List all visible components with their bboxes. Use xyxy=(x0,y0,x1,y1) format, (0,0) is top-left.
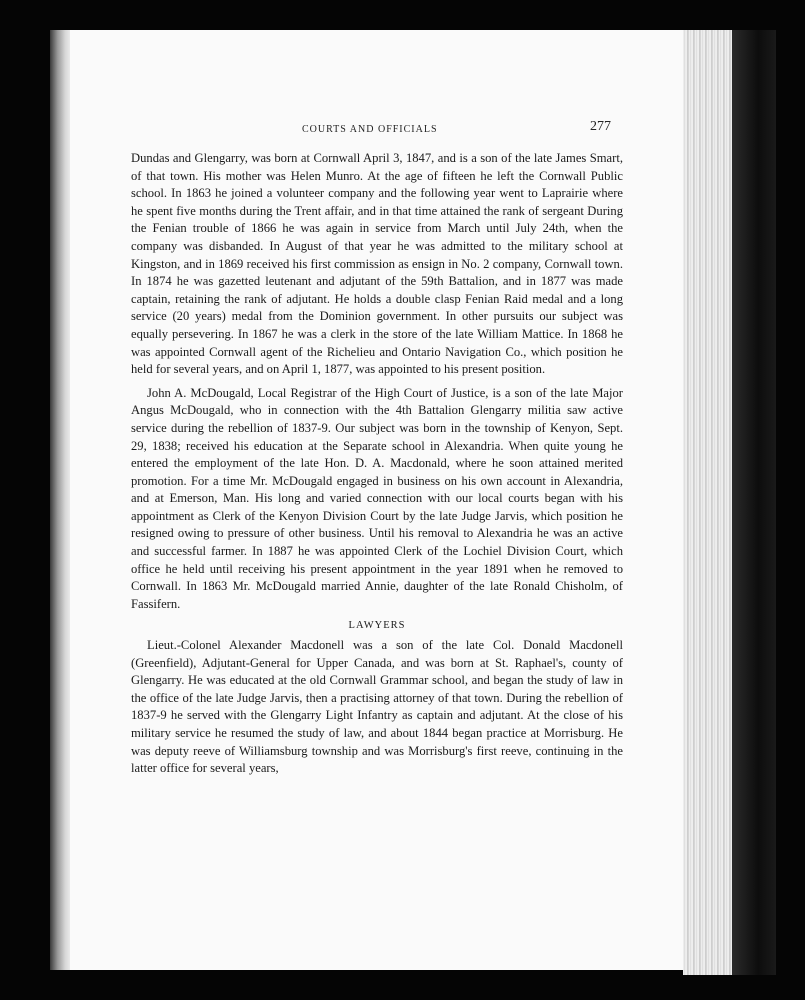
book-left-edge xyxy=(50,30,72,970)
book-cover-right xyxy=(732,30,776,975)
running-head: COURTS AND OFFICIALS xyxy=(302,124,438,135)
paragraph-macdonell-biography: Lieut.-Colonel Alexander Macdonell was a son of the late Col. Donald Macdonell (Greenfield), Adjutant-General for Upper Canada, and was born at St. Raphael's, county of Glengarry. He was educated at the old Cornwall Grammar school, and began the study of law in the office of the late Judge Jarvis, then a practising attorney of that town. During the rebellion of 1837-9 he served with the Glengarry Light Infantry as captain and adjutant. At the close of his military service he resumed the study of law, and about 1844 began practice at Morrisburg. He was deputy reeve of Williamsburg township and was Morrisburg's first reeve, continuing in the latter office for several years, xyxy=(131,638,623,776)
page-number: 277 xyxy=(590,119,611,134)
paragraph-mcdougald-biography: John A. McDougald, Local Registrar of the High Court of Justice, is a son of the late Major Angus McDougald, who in connection with the 4th Battalion Glengarry militia saw active service during the rebellion of 1837-9. Our subject was born in the township of Kenyon, Sept. 29, 1838; received his education at the Separate school in Alexandria. When quite young he entered the employment of the late Hon. D. A. Macdonald, where he soon attained merited promotion. For a time Mr. McDougald engaged in business on his own account in Alexandria, and at Emerson, Man. His long and varied connection with our local courts began with his appointment as Clerk of the Kenyon Division Court by the late Judge Jarvis, which position he resigned owing to pressure of other business. Until his removal to Alexandria he was an active and successful farmer. In 1887 he was appointed Clerk of the Lochiel Division Court, which office he held until receiving his present appointment in the year 1891 when he removed to Cornwall. In 1863 Mr. McDougald married Annie, daughter of the late Ronald Chisholm, of Fassifern. xyxy=(131,385,623,611)
page-edges-stack xyxy=(683,30,733,975)
paragraph-smart-biography: Dundas and Glengarry, was born at Cornwall April 3, 1847, and is a son of the late James Smart, of that town. His mother was Helen Munro. At the age of fifteen he left the Cornwall Public school. In 1863 he joined a volunteer company and the following year went to Laprairie where he spent five months during the Trent affair, and in that time attained the rank of sergeant During the Fenian trouble of 1866 he was again in service from March until July 24th, when the company was disbanded. In August of that year he was admitted to the military school at Kingston, and in 1869 received his first commission as ensign in No. 2 company, Cornwall town. In 1874 he was gazetted leutenant and adjutant of the 59th Battalion, and in 1877 was made captain, retaining the rank of adjutant. He holds a double clasp Fenian Raid medal and a long service (20 years) medal from the Dominion government. In other pursuits our subject was equally persevering. In 1867 he was a clerk in the store of the late William Mattice. In 1868 he was appointed Cornwall agent of the Richelieu and Ontario Navigation Co., which position he held for several years, and on April 1, 1877, was appointed to his present position. xyxy=(131,151,623,377)
section-heading-lawyers: LAWYERS xyxy=(348,620,406,632)
text-body xyxy=(131,150,623,778)
